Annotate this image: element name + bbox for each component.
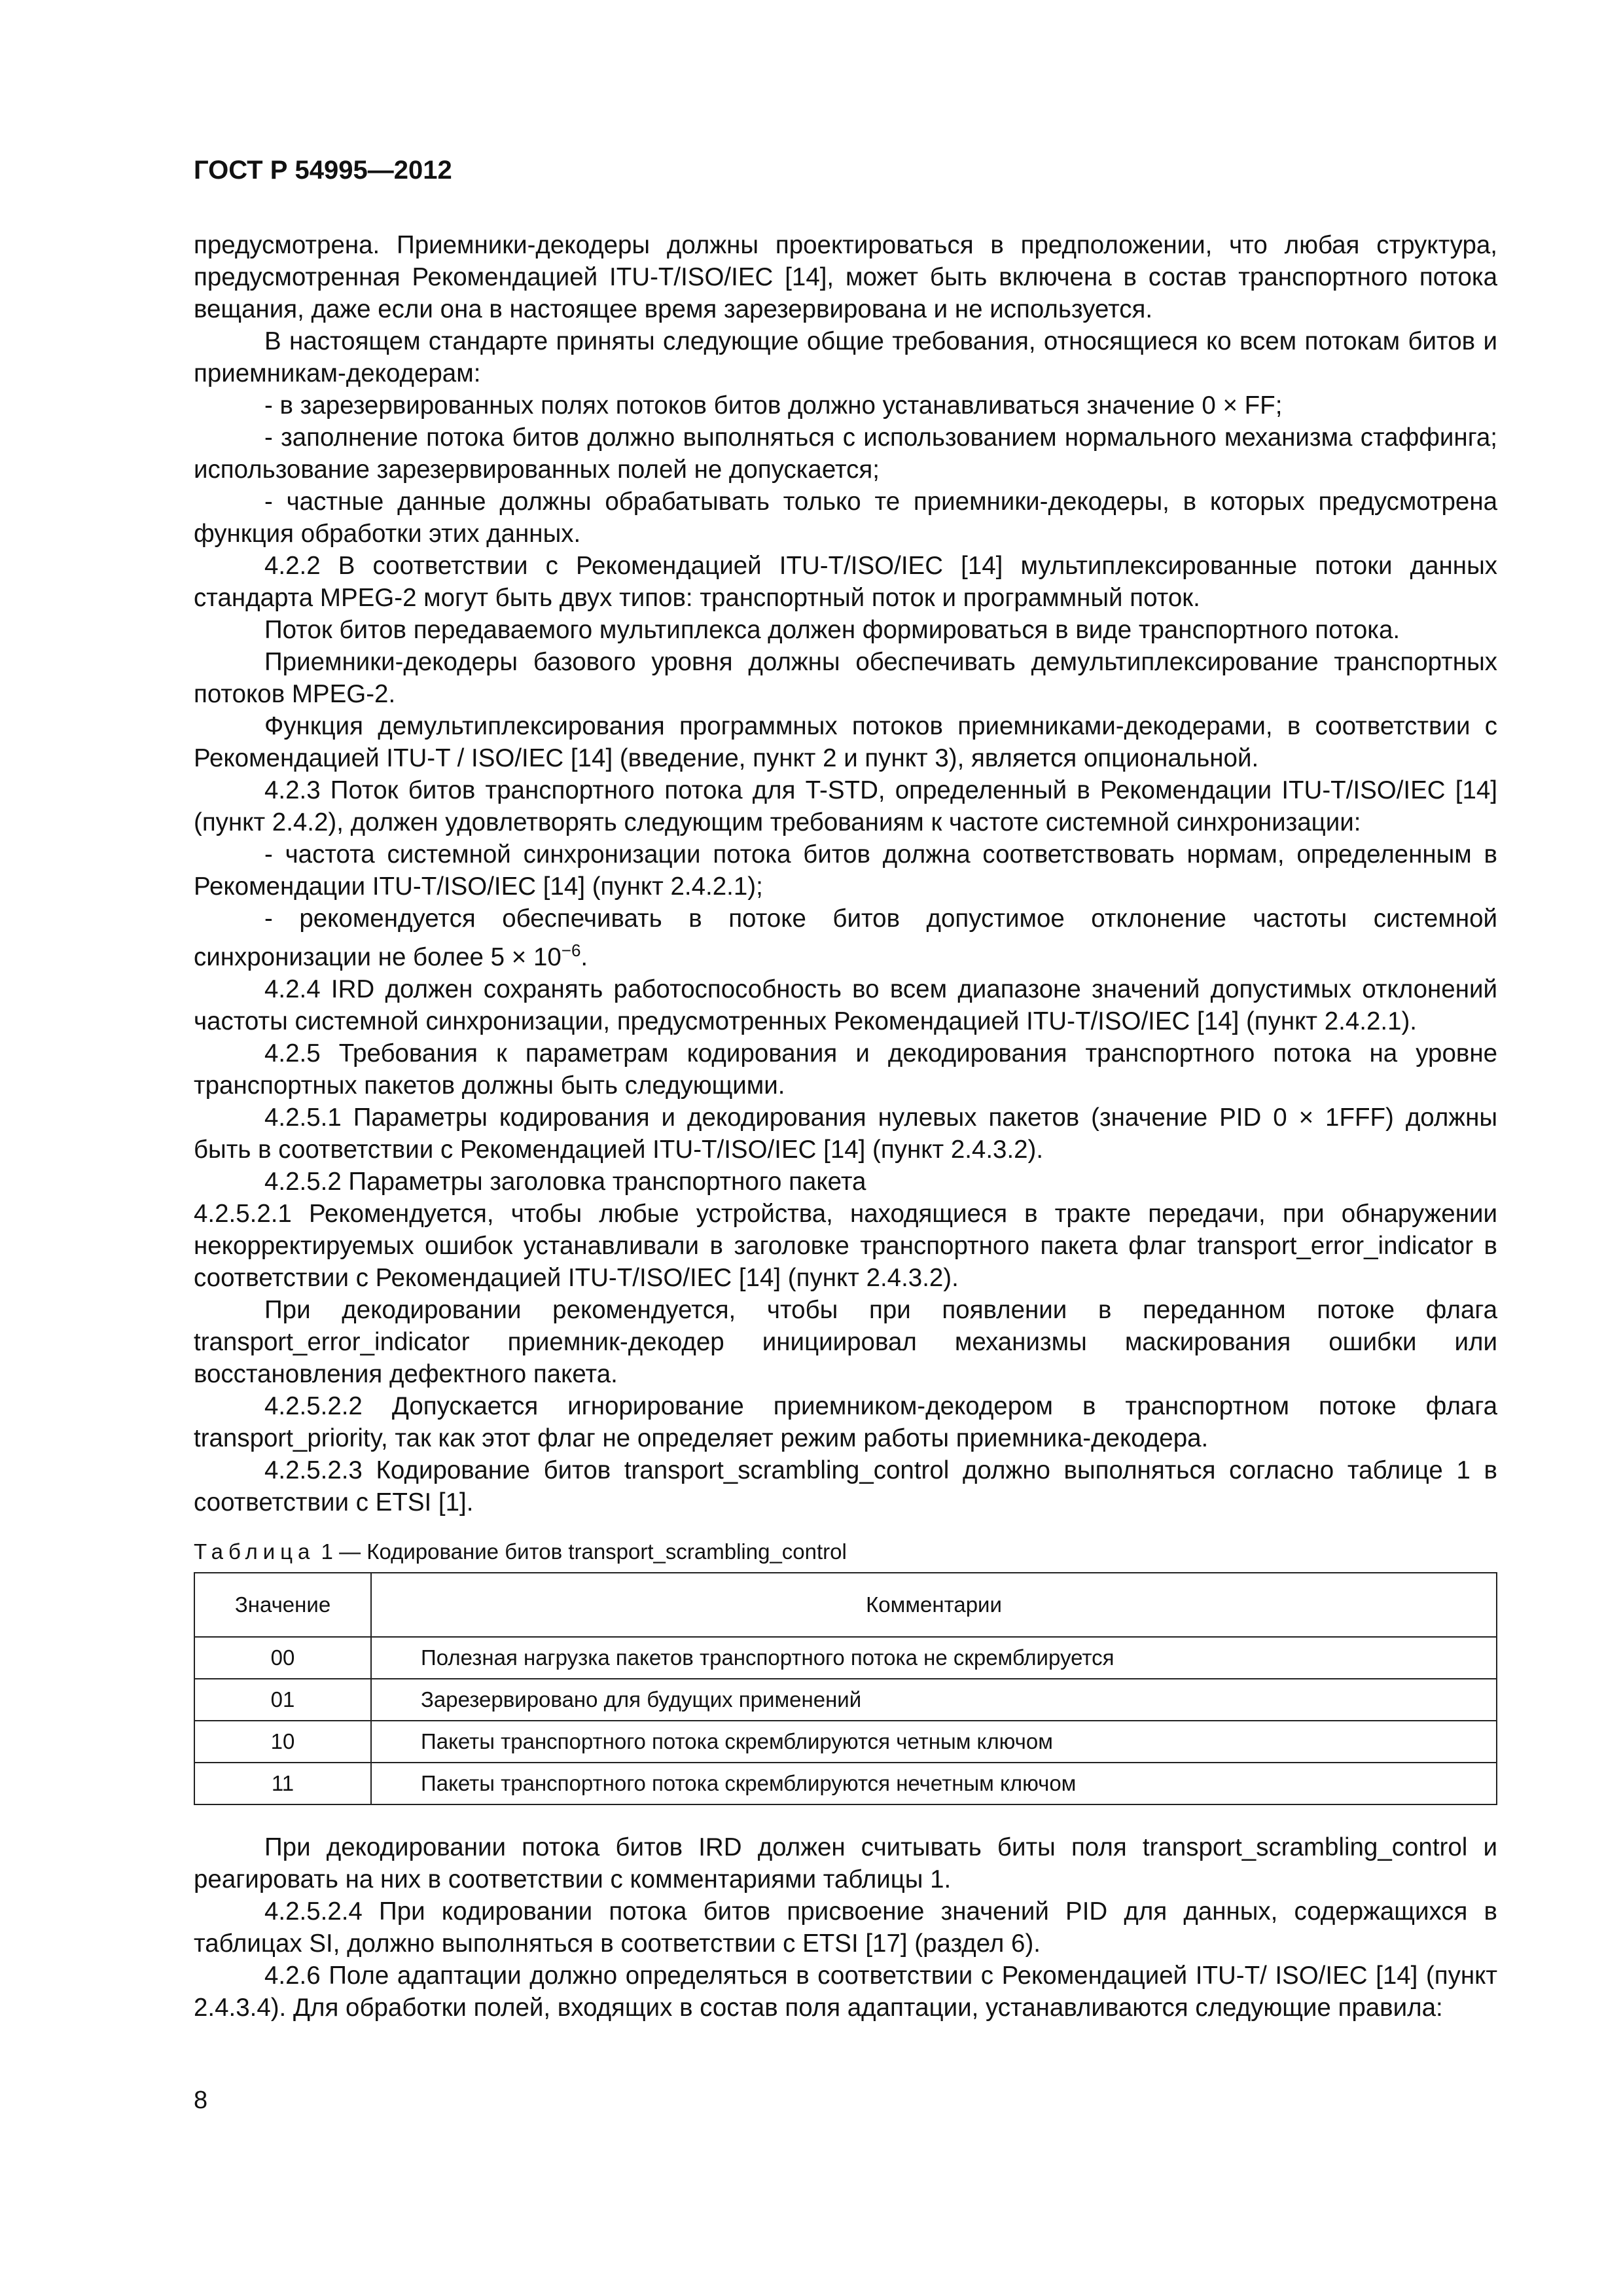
paragraph: предусмотрена. Приемники-декодеры должны проектироваться в предположении, что любая структура, предусмотренная Рекомендацией ITU-T/ISO/IEC [14], может быть включена в состав транспортного потока вещания, даже если она в настоящее время зарезервирована и не используется. <box>194 231 1497 323</box>
frequency-deviation-exponent: −6 <box>561 941 581 960</box>
table-header-row <box>194 1573 1497 1637</box>
paragraph: 4.2.5.2.2 Допускается игнорирование приемником-декодером в транспортном потоке флага transport_priority, так как этот флаг не определяет режим работы приемника-декодера. <box>194 1391 1497 1452</box>
paragraph: 4.2.5.1 Параметры кодирования и декодирования нулевых пакетов (значение PID 0 × 1FFF) должны быть в соответствии с Рекомендацией ITU-T/ISO/IEC [14] (пункт 2.4.3.2). <box>194 1103 1497 1164</box>
paragraph: - в зарезервированных полях потоков битов должно устанавливаться значение 0 × FF; <box>264 391 1283 420</box>
paragraph: В настоящем стандарте приняты следующие общие требования, относящиеся ко всем потокам битов и приемникам-декодерам: <box>194 327 1497 387</box>
paragraph: 4.2.2 В соответствии с Рекомендацией ITU-T/ISO/IEC [14] мультиплексированные потоки данных стандарта MPEG-2 могут быть двух типов: транспортный поток и программный поток. <box>194 552 1497 612</box>
paragraph: 4.2.3 Поток битов транспортного потока для T-STD, определенный в Рекомендации ITU-T/ISO/IEC [14] (пункт 2.4.2), должен удовлетворять следующим требованиям к частоте системной синхронизации: <box>194 776 1497 836</box>
table-row <box>194 1763 1497 1804</box>
table-header-value: Значение <box>194 1573 371 1637</box>
paragraphs-bottom <box>194 1831 1497 2024</box>
paragraphs-mid <box>194 973 1497 1518</box>
frequency-deviation-end: . <box>580 942 588 971</box>
table-cell-comment: Пакеты транспортного потока скремблируются нечетным ключом <box>371 1763 1497 1804</box>
paragraph: 4.2.6 Поле адаптации должно определяться в соответствии с Рекомендацией ITU-T/ ISO/IEC [14] (пункт 2.4.3.4). Для обработки полей, входящих в состав поля адаптации, устанавливаются следующие правила: <box>194 1961 1497 2022</box>
paragraph: 4.2.5.2.4 При кодировании потока битов присвоение значений PID для данных, содержащихся в таблицах SI, должно выполняться в соответствии с ETSI [17] (раздел 6). <box>194 1897 1497 1958</box>
paragraph: При декодировании потока битов IRD должен считывать биты поля transport_scrambling_control и реагировать на них в соответствии с комментариями таблицы 1. <box>194 1833 1497 1893</box>
paragraph: - частные данные должны обрабатывать только те приемники-декодеры, в которых предусмотрена функция обработки этих данных. <box>194 488 1497 548</box>
paragraph: При декодировании рекомендуется, чтобы при появлении в переданном потоке флага transport_error_indicator приемник-декодер инициировал механизмы маскирования ошибки или восстановления дефектного пакета. <box>194 1295 1497 1388</box>
paragraphs-top <box>194 229 1497 903</box>
paragraph: - частота системной синхронизации потока битов должна соответствовать нормам, определенным в Рекомендации ITU-T/ISO/IEC [14] (пункт 2.4.2.1); <box>194 840 1497 901</box>
table-cell-comment: Полезная нагрузка пакетов транспортного потока не скремблируется <box>371 1637 1497 1679</box>
paragraph: Поток битов передаваемого мультиплекса должен формироваться в виде транспортного потока. <box>264 616 1400 644</box>
scrambling-control-table <box>194 1572 1497 1805</box>
table-cell-comment: Пакеты транспортного потока скремблируются четным ключом <box>371 1721 1497 1763</box>
paragraph: - заполнение потока битов должно выполняться с использованием нормального механизма стаффинга; использование зарезервированных полей не допускается; <box>194 423 1497 484</box>
table-caption-title: 1 — Кодирование битов transport_scrambling_control <box>315 1539 847 1564</box>
paragraph: 4.2.5.2.1 Рекомендуется, чтобы любые устройства, находящиеся в тракте передачи, при обнаружении некорректируемых ошибок устанавливали в заголовке транспортного пакета флаг transport_error_indicator в соответствии с Рекомендацией ITU-T/ISO/IEC [14] (пункт 2.4.3.2). <box>194 1199 1497 1292</box>
table-cell-value: 01 <box>194 1679 371 1721</box>
table-caption <box>194 1539 1497 1564</box>
paragraph: Функция демультиплексирования программных потоков приемниками-декодерами, в соответствии с Рекомендацией ITU-T / ISO/IEC [14] (введение, пункт 2 и пункт 3), является опциональной. <box>194 712 1497 772</box>
paragraph: 4.2.5.2 Параметры заголовка транспортного пакета <box>264 1167 866 1196</box>
document-body <box>194 229 1497 2024</box>
paragraph: 4.2.5.2.3 Кодирование битов transport_scrambling_control должно выполняться согласно таблице 1 в соответствии с ETSI [1]. <box>194 1456 1497 1516</box>
paragraph-frequency-deviation <box>194 903 1497 973</box>
table-cell-value: 10 <box>194 1721 371 1763</box>
paragraph: Приемники-декодеры базового уровня должны обеспечивать демультиплексирование транспортных потоков MPEG-2. <box>194 648 1497 708</box>
table-row <box>194 1721 1497 1763</box>
table-cell-comment: Зарезервировано для будущих применений <box>371 1679 1497 1721</box>
table-cell-value: 00 <box>194 1637 371 1679</box>
table-row <box>194 1679 1497 1721</box>
paragraph: 4.2.4 IRD должен сохранять работоспособность во всем диапазоне значений допустимых отклонений частоты системной синхронизации, предусмотренных Рекомендацией ITU-T/ISO/IEC [14] (пункт 2.4.2.1). <box>194 975 1497 1035</box>
table-body <box>194 1637 1497 1804</box>
table-header-comments: Комментарии <box>371 1573 1497 1637</box>
table-row <box>194 1637 1497 1679</box>
table-caption-label: Таблица <box>194 1539 315 1564</box>
paragraph: 4.2.5 Требования к параметрам кодирования и декодирования транспортного потока на уровне транспортных пакетов должны быть следующими. <box>194 1039 1497 1100</box>
document-header: ГОСТ Р 54995—2012 <box>194 156 452 185</box>
frequency-deviation-text: - рекомендуется обеспечивать в потоке битов допустимое отклонение частоты системной синхронизации не более 5 × 10 <box>194 905 1497 971</box>
page-number: 8 <box>194 2087 208 2114</box>
table-cell-value: 11 <box>194 1763 371 1804</box>
